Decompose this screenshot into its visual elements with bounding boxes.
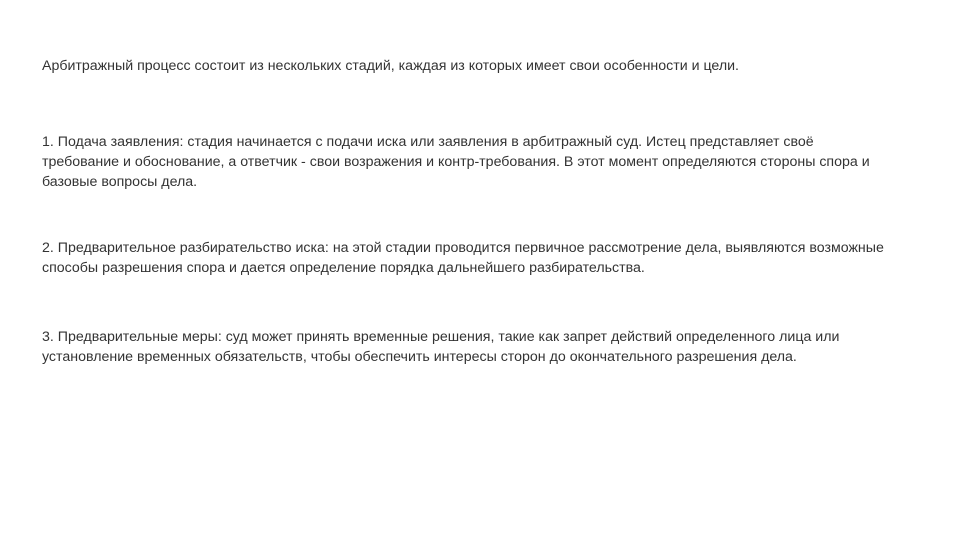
stage-1-line-2: требование и обоснование, а ответчик - свои возражения и контр-требования. В этот момент определяются стороны спора и [42, 154, 870, 170]
stage-1-line-3: базовые вопросы дела. [42, 174, 198, 190]
stage-3-line-2: установление временных обязательств, чтобы обеспечить интересы сторон до окончательного разрешения дела. [42, 349, 797, 365]
stage-1-line-1: 1. Подача заявления: стадия начинается с подачи иска или заявления в арбитражный суд. Истец представляет своё [42, 134, 814, 150]
stage-2-paragraph [42, 238, 922, 278]
stage-1-paragraph [42, 132, 922, 192]
stage-2-line-1: 2. Предварительное разбирательство иска: на этой стадии проводится первичное рассмотрение дела, выявляются возможные [42, 240, 884, 256]
stage-2-line-2: способы разрешения спора и дается определение порядка дальнейшего разбирательства. [42, 260, 645, 276]
intro-line: Арбитражный процесс состоит из нескольких стадий, каждая из которых имеет свои особенности и цели. [42, 58, 739, 74]
intro-paragraph [42, 56, 922, 76]
stage-3-paragraph [42, 327, 922, 367]
stage-3-line-1: 3. Предварительные меры: суд может принять временные решения, такие как запрет действий определенного лица или [42, 329, 840, 345]
